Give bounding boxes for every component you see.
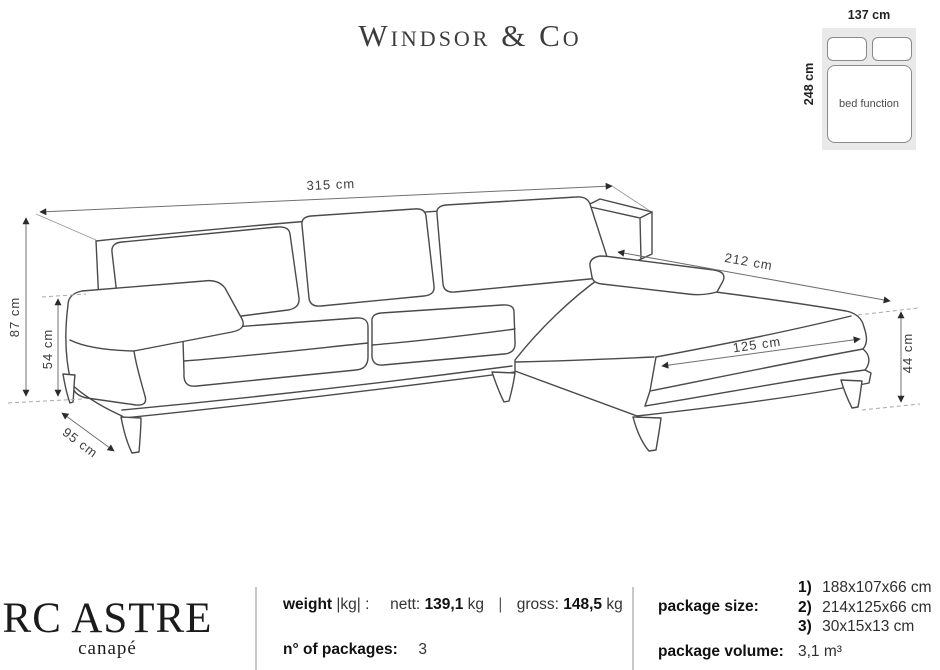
sofa-leg — [633, 417, 661, 451]
package-size-item: 3) 30x15x13 cm — [798, 618, 915, 635]
dim-depth: 95 cm — [59, 424, 101, 461]
dim-chaise-width: 125 cm — [731, 333, 783, 356]
back-cushion-3 — [437, 197, 611, 292]
sofa-leg — [63, 374, 75, 403]
package-size-item: 1) 188x107x66 cm — [798, 579, 932, 596]
gross-label: gross: — [516, 596, 559, 613]
nett-unit: kg — [467, 596, 485, 613]
table-divider — [255, 587, 257, 670]
packages-value: 3 — [418, 641, 427, 658]
package-size-label: package size: — [658, 598, 759, 615]
gross-unit: kg — [606, 596, 623, 613]
packages-row — [283, 641, 427, 659]
package-size-list — [798, 578, 932, 637]
bed-function-diagram — [822, 28, 916, 150]
nett-value: 139,1 — [424, 596, 464, 613]
weight-row — [283, 596, 623, 614]
dim-total-width: 315 cm — [306, 175, 356, 194]
package-volume-value: 3,1 m³ — [798, 643, 842, 660]
back-cushion-2 — [302, 209, 434, 306]
seat-cushion-2 — [372, 305, 515, 365]
bed-height-label: 248 cm — [802, 62, 816, 106]
chaise-body — [515, 278, 871, 416]
bed-mattress — [827, 65, 912, 143]
sofa-leg — [492, 372, 515, 402]
package-volume-label: package volume: — [658, 643, 784, 660]
weight-separator: | — [498, 596, 503, 613]
brand-logo: Windsor & Co — [358, 18, 582, 53]
bed-pillows — [822, 28, 916, 61]
sofa-leg — [841, 380, 862, 408]
sofa-outline — [63, 197, 871, 453]
dim-arm-height: 54 cm — [40, 328, 55, 370]
bed-width-label: 137 cm — [847, 8, 891, 22]
bed-caption: bed function — [839, 98, 899, 110]
dim-chaise-length: 212 cm — [723, 249, 775, 274]
package-size-item: 2) 214x125x66 cm — [798, 598, 932, 616]
weight-label: weight — [283, 596, 333, 613]
product-name: RC ASTRE — [2, 595, 213, 642]
packages-label: n° of packages: — [283, 641, 398, 658]
product-type: canapé — [78, 638, 137, 659]
table-divider — [632, 587, 634, 670]
dim-seat-height: 44 cm — [900, 332, 915, 374]
gross-value: 148,5 — [563, 596, 603, 613]
sofa-leg — [121, 417, 141, 453]
dim-total-height: 87 cm — [7, 296, 22, 338]
nett-label: nett: — [390, 596, 421, 613]
bed-pillow — [827, 37, 867, 61]
weight-unit: |kg| : — [336, 596, 370, 613]
bed-pillow — [872, 37, 912, 61]
